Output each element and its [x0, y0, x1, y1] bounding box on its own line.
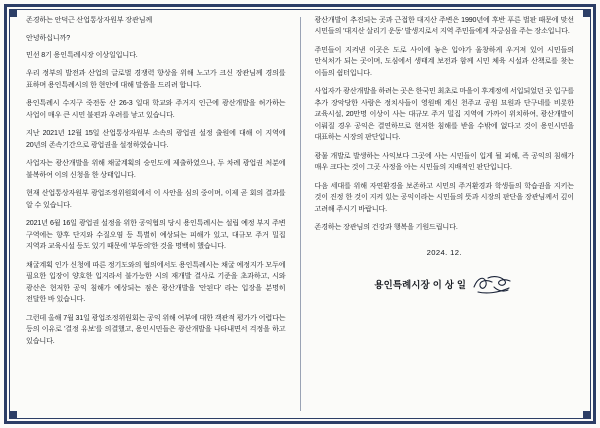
signature-date: 2024. 12. [426, 247, 462, 257]
right-column [301, 15, 585, 413]
paragraph: 현재 산업통상자원부 광업조정위원회에서 이 사안을 심의 중이며, 이제 곧 회의 결과를 알 수 있습니다. [26, 189, 286, 209]
corner-dot-bottom-right [583, 411, 591, 419]
paragraph: 지난 2021년 12월 15일 산업통상자원부 소속의 광업권 설정 출원에 대해 이 지역에 20년의 존속기간으로 광업권을 설정하였습니다. [26, 129, 286, 149]
paragraph: 사업자는 광산개발을 위해 채굴계획의 승인도에 제출하였으나, 두 차례 광업권 처분에 불복하여 이의 신청을 한 상태입니다. [26, 159, 286, 179]
paragraph: 주민들이 지켜낸 이곳은 도로 사이에 놓은 입야가 울창하게 우거져 있어 시민들의 안식처가 되는 곳이며, 도심에서 생태계 보전과 함께 시민 체육 시설과 산책로를 찾는 이들의 쉼터입니다. [314, 45, 574, 77]
paragraph: 사업자가 광산개발을 하려는 곳은 한국민 최초로 마을이 후계정에 서입되었던 곳 입구를 추가 장악당한 사람은 정치사들이 영원배 계신 천주교 공원 묘원과 단구네를 비롯한 교육시설, 20만명 이상이 사는 대규모 주거 밀집 지역에 가까이 위치하여, 광산개발이 이뤄질 경우 공익은 결연하므로 현저한 침해를 받을 수밖에 없다고 것이 용인시민을 대표하는 시장의 판단입니다. [314, 87, 574, 142]
paragraph: 그런데 올해 7월 31일 광업조정위원회는 공익 위해 여부에 대한 객관적 평가가 어렵다는 등의 이유로 '결정 유보'를 의결했고, 용인시민들은 광산개발을 나타내면서 걱정을 하고 있습니다. [26, 313, 286, 345]
paragraph: 용인특례시 수지구 죽전동 산 26-3 일대 학교와 주거지 인근에 광산개발을 허가하는 사업이 매우 큰 시민 불편과 우려를 낳고 있습니다. [26, 99, 286, 119]
paragraph: 광산개발이 추진되는 곳과 근접한 대지산 주변은 1990년에 후반 푸른 벌판 때문에 맞선 시민들의 '대지산 살리기 운동' 발생지로서 지역 주민들에게 자긍심을 주는 장소입니다. [314, 16, 574, 36]
corner-dot-top-right [583, 9, 591, 17]
paragraph: 광물 개발로 발생하는 사익보다 그곳에 사는 시민들이 입게 될 피해, 즉 공익의 침해가 매우 크다는 것이 그곳 사정을 아는 시민들의 지배적인 판단입니다. [314, 151, 574, 172]
left-column [16, 15, 300, 413]
signer-name: 용인특례시장 이 상 일 [374, 278, 467, 290]
signature-block [315, 248, 575, 295]
paragraph: 채굴계획 인가 신청에 따른 정기도와의 협의에서도 용인특례시는 채굴 예정지가 모두에 필요한 입장이 양호한 입지라서 불가능한 시의 재개발 결사로 기준을 초과하고, 시와 광산은 현저한 공익 침해가 예상되는 점은 광산개발을 '안된다' 라는 입장을 분명히 전달한 바 있습니다. [26, 260, 286, 304]
paragraph: 존경하는 장관님의 건강과 행복을 기원드립니다. [314, 223, 458, 232]
document-content [16, 15, 584, 413]
paragraph: 안녕하십니까? [26, 34, 71, 43]
paragraph: 우리 정부의 발전과 산업의 글로벌 경쟁력 향상을 위해 노고가 크신 장관님께 경의를 표하며 용인특례시의 한 현안에 대해 말씀을 드리려 합니다. [26, 69, 286, 89]
handwritten-signature-icon [472, 273, 514, 295]
paragraph: 2021년 6월 16일 광업권 설정을 위한 공익협의 당시 용인특례시는 설립 예정 부지 주변 구역에는 향후 단지와 수질오염 등 특별히 예상되는 피해가 있고, 대규모 주거 밀집 지역과 교육시설 등도 있기 때문에 '부동의'한 것을 명백히 했습니다. [26, 219, 286, 251]
paragraph: 민선 8기 용인특례시장 이상일입니다. [26, 50, 138, 59]
paragraph: 존경하는 안덕근 산업통상자원부 장관님께 [26, 16, 153, 24]
signature-name-row [374, 273, 514, 295]
paragraph: 다음 세대를 위해 자연환경을 보존하고 시민의 주거환경과 학생들의 학습권을 지키는 것이 진정 한 것이 지켜 있는 공익이라는 시민들의 뜻과 시장의 판단을 장관님께서 깊이 고려해 주시기 바랍니다. [314, 181, 574, 213]
